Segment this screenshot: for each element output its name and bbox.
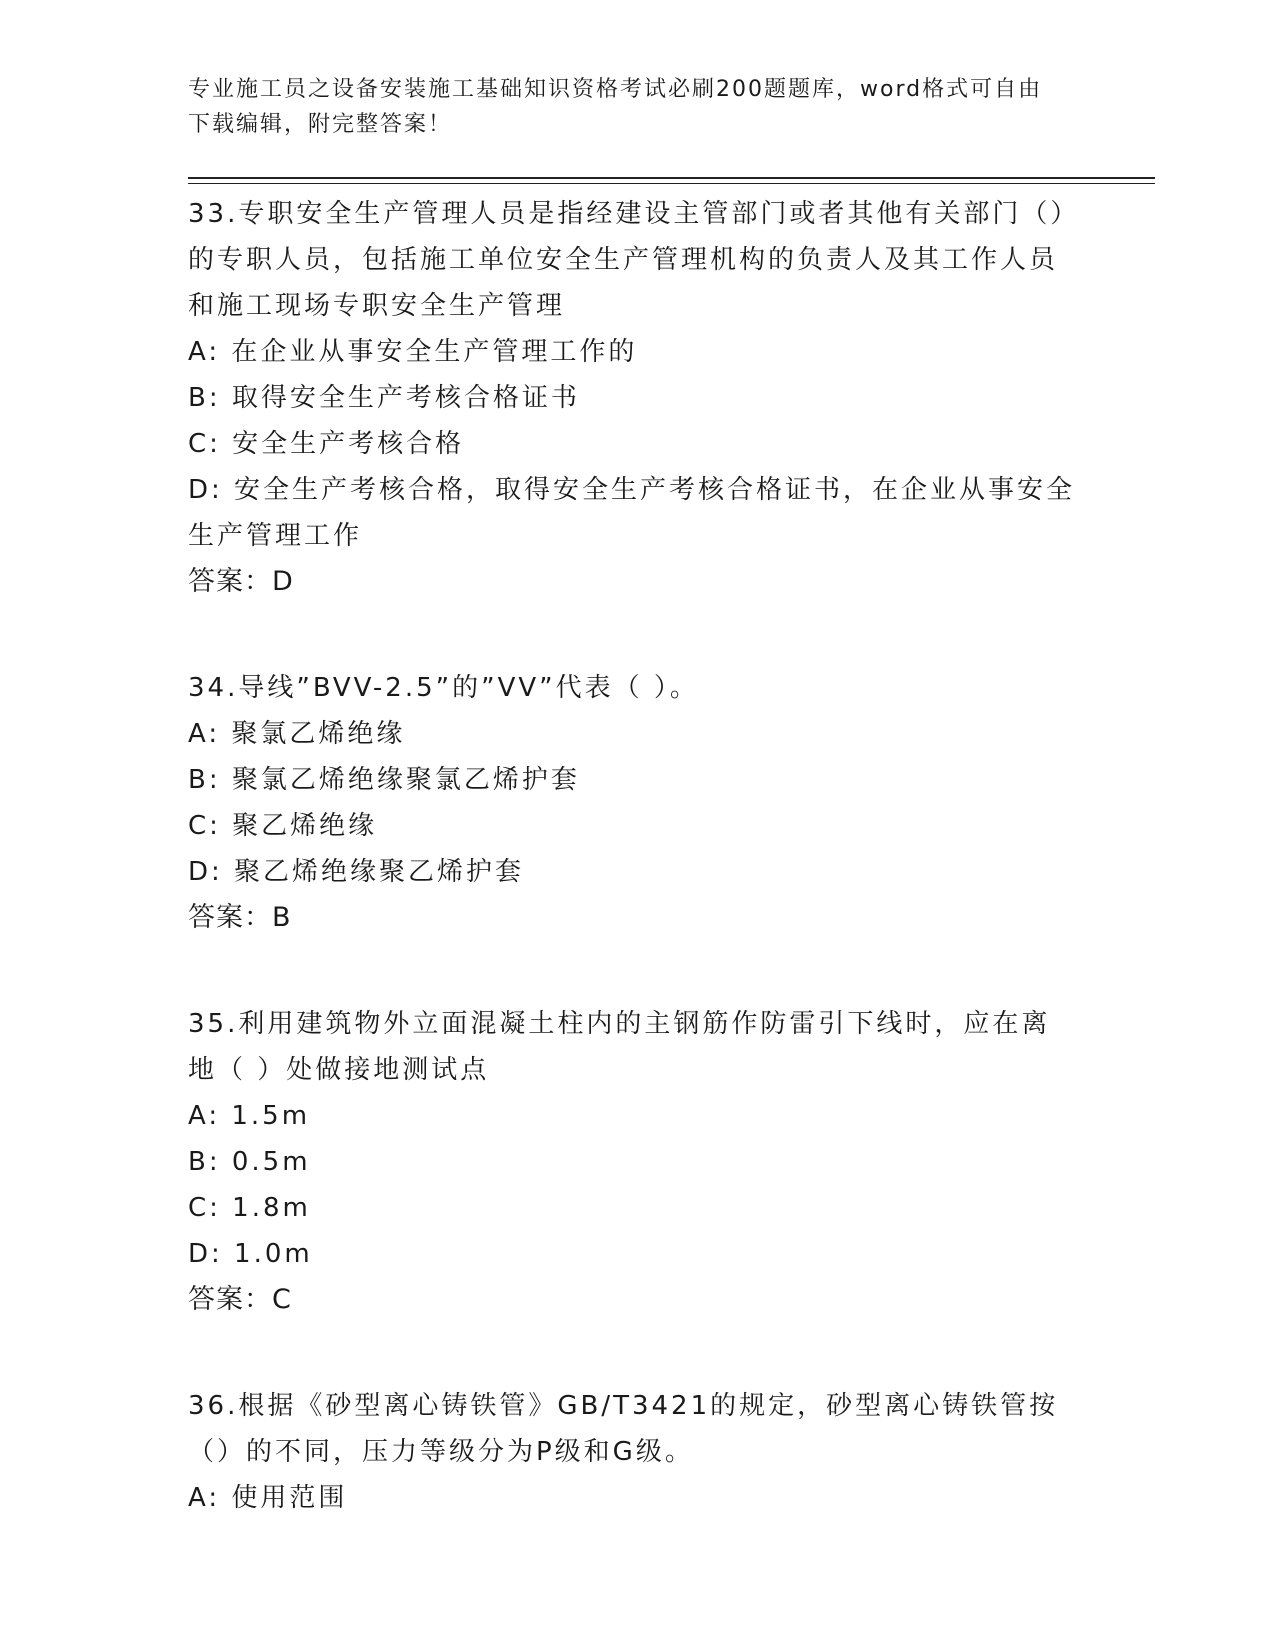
option-b: B: 取得安全生产考核合格证书: [188, 383, 580, 413]
question-block-35: [188, 1001, 1078, 1323]
option-b: B: 聚氯乙烯绝缘聚氯乙烯护套: [188, 765, 580, 795]
question-list: [188, 191, 1078, 1521]
question-block-33: [188, 191, 1078, 605]
option-a: A: 使用范围: [188, 1483, 348, 1513]
option-c: C: 安全生产考核合格: [188, 429, 465, 459]
question-text: 35.利用建筑物外立面混凝土柱内的主钢筋作防雷引下线时，应在离地（ ）处做接地测试点: [188, 1009, 1051, 1085]
option-a: A: 在企业从事安全生产管理工作的: [188, 337, 638, 367]
answer-line: 答案：D: [188, 566, 294, 597]
option-b: B: 0.5m: [188, 1147, 311, 1177]
question-text: 33.专职安全生产管理人员是指经建设主管部门或者其他有关部门（）的专职人员，包括施工单位安全生产管理机构的负责人及其工作人员和施工现场专职安全生产管理: [188, 199, 1067, 321]
answer-line: 答案：C: [188, 1284, 292, 1315]
header-line-1: 专业施工员之设备安装施工基础知识资格考试必刷200题题库，word格式可自由: [188, 77, 1043, 102]
header-divider-thick: [188, 177, 1155, 179]
option-d: D: 1.0m: [188, 1239, 313, 1269]
option-a: A: 1.5m: [188, 1101, 311, 1131]
option-d: D: 安全生产考核合格，取得安全生产考核合格证书，在企业从事安全生产管理工作: [188, 475, 1076, 551]
document-header: [188, 72, 1068, 142]
question-block-34: [188, 665, 1078, 941]
header-divider-thin: [188, 183, 1155, 184]
option-d: D: 聚乙烯绝缘聚乙烯护套: [188, 857, 525, 887]
question-block-36: [188, 1383, 1078, 1521]
option-c: C: 聚乙烯绝缘: [188, 811, 378, 841]
question-text: 34.导线”BVV-2.5”的”VV”代表（ ）。: [188, 673, 699, 703]
question-text: 36.根据《砂型离心铸铁管》GB/T3421的规定，砂型离心铸铁管按（）的不同，压力等级分为P级和G级。: [188, 1391, 1059, 1467]
option-a: A: 聚氯乙烯绝缘: [188, 719, 406, 749]
header-line-2: 下载编辑，附完整答案！: [188, 112, 453, 137]
option-c: C: 1.8m: [188, 1193, 311, 1223]
answer-line: 答案：B: [188, 902, 292, 933]
